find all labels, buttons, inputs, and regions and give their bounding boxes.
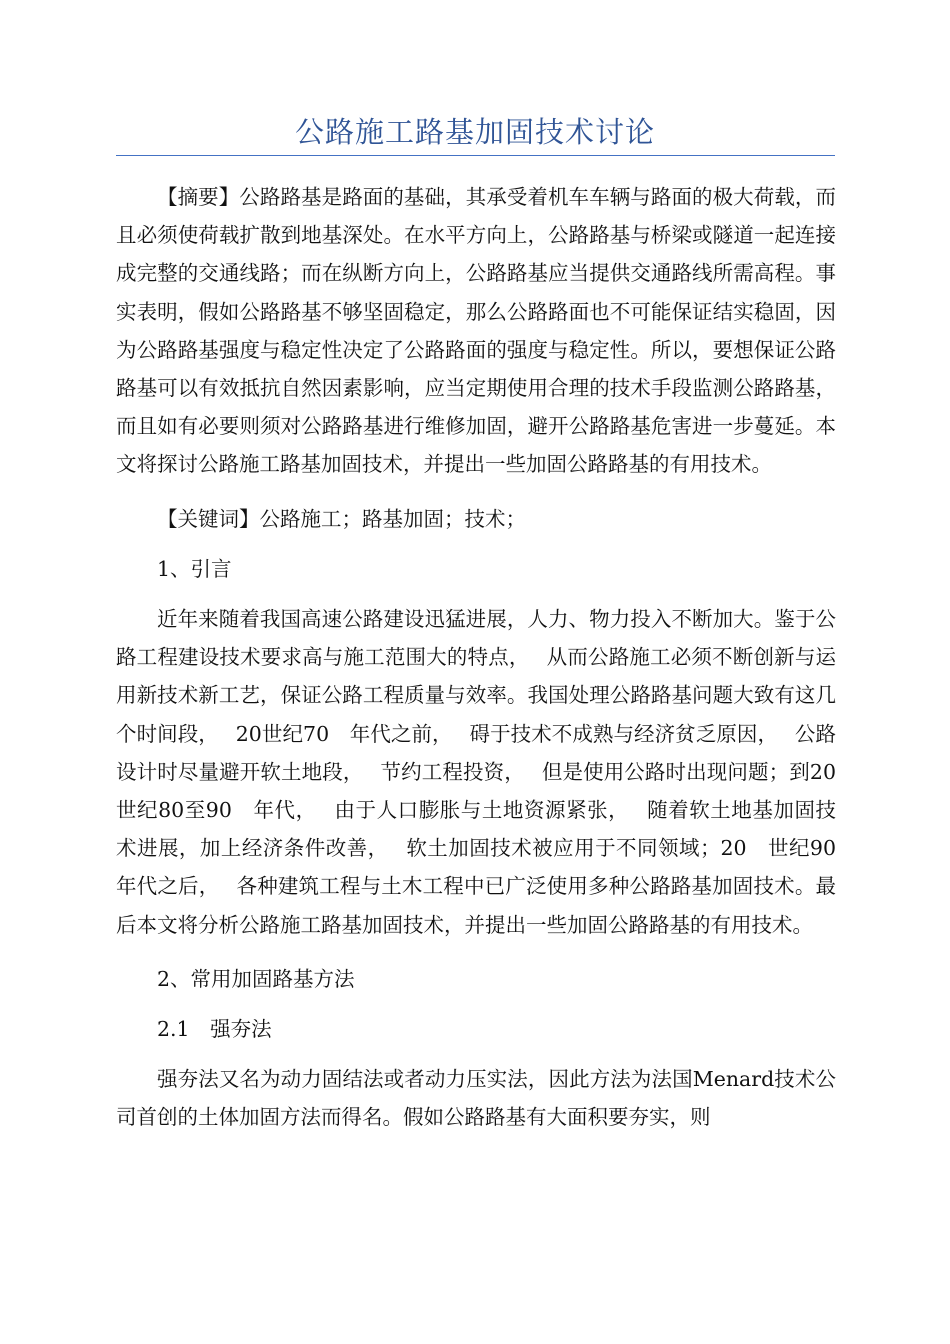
introduction-paragraph: 近年来随着我国高速公路建设迅猛进展，人力、物力投入不断加大。鉴于公路工程建设技术要求高与施工范围大的特点， 从而公路施工必须不断创新与运用新技术新工艺，保证公路工程质量与效率。我国处理公路路基问题大致有这几个时间段， 20世纪70 年代之前， 碍于技术不成熟与经济贫乏原因， 公路设计时尽量避开软土地段， 节约工程投资， 但是使用公路时出现问题；到20 世纪80至90 年代， 由于人口膨胀与土地资源紧张， 随着软土地基加固技术进展，加上经济条件改善， 软土加固技术被应用于不同领域；20 世纪90 年代之后， 各种建筑工程与土木工程中已广泛使用多种公路路基加固技术。最后本文将分析公路施工路基加固技术，并提出一些加固公路路基的有用技术。 — [116, 607, 857, 937]
abstract-paragraph: 【摘要】公路路基是路面的基础，其承受着机车车辆与路面的极大荷载，而且必须使荷载扩散到地基深处。在水平方向上，公路路基与桥梁或隧道一起连接成完整的交通线路；而在纵断方向上，公路路基应当提供交通路线所需高程。事实表明，假如公路路基不够坚固稳定，那么公路路面也不可能保证结实稳固，因为公路路基强度与稳定性决定了公路路面的强度与稳定性。所以，要想保证公路路基可以有效抵抗自然因素影响，应当定期使用合理的技术手段监测公路路基，而且如有必要则须对公路路基进行维修加固，避开公路路基危害进一步蔓延。本文将探讨公路施工路基加固技术，并提出一些加固公路路基的有用技术。 — [116, 185, 836, 477]
title-underline — [116, 155, 835, 156]
dynamic-compaction-paragraph: 强夯法又名为动力固结法或者动力压实法，因此方法为法国Menard技术公司首创的土体加固方法而得名。假如公路路基有大面积要夯实，则 — [116, 1067, 836, 1130]
document-body — [116, 178, 857, 1153]
keywords-paragraph: 【关键词】公路施工；路基加固；技术； — [157, 506, 526, 531]
section-heading-introduction: 1、引言 — [157, 556, 232, 581]
section-heading-methods: 2、常用加固路基方法 — [157, 966, 355, 991]
document-title: 公路施工路基加固技术讨论 — [294, 115, 655, 149]
subsection-heading-dynamic-compaction: 2.1 强夯法 — [157, 1017, 272, 1042]
